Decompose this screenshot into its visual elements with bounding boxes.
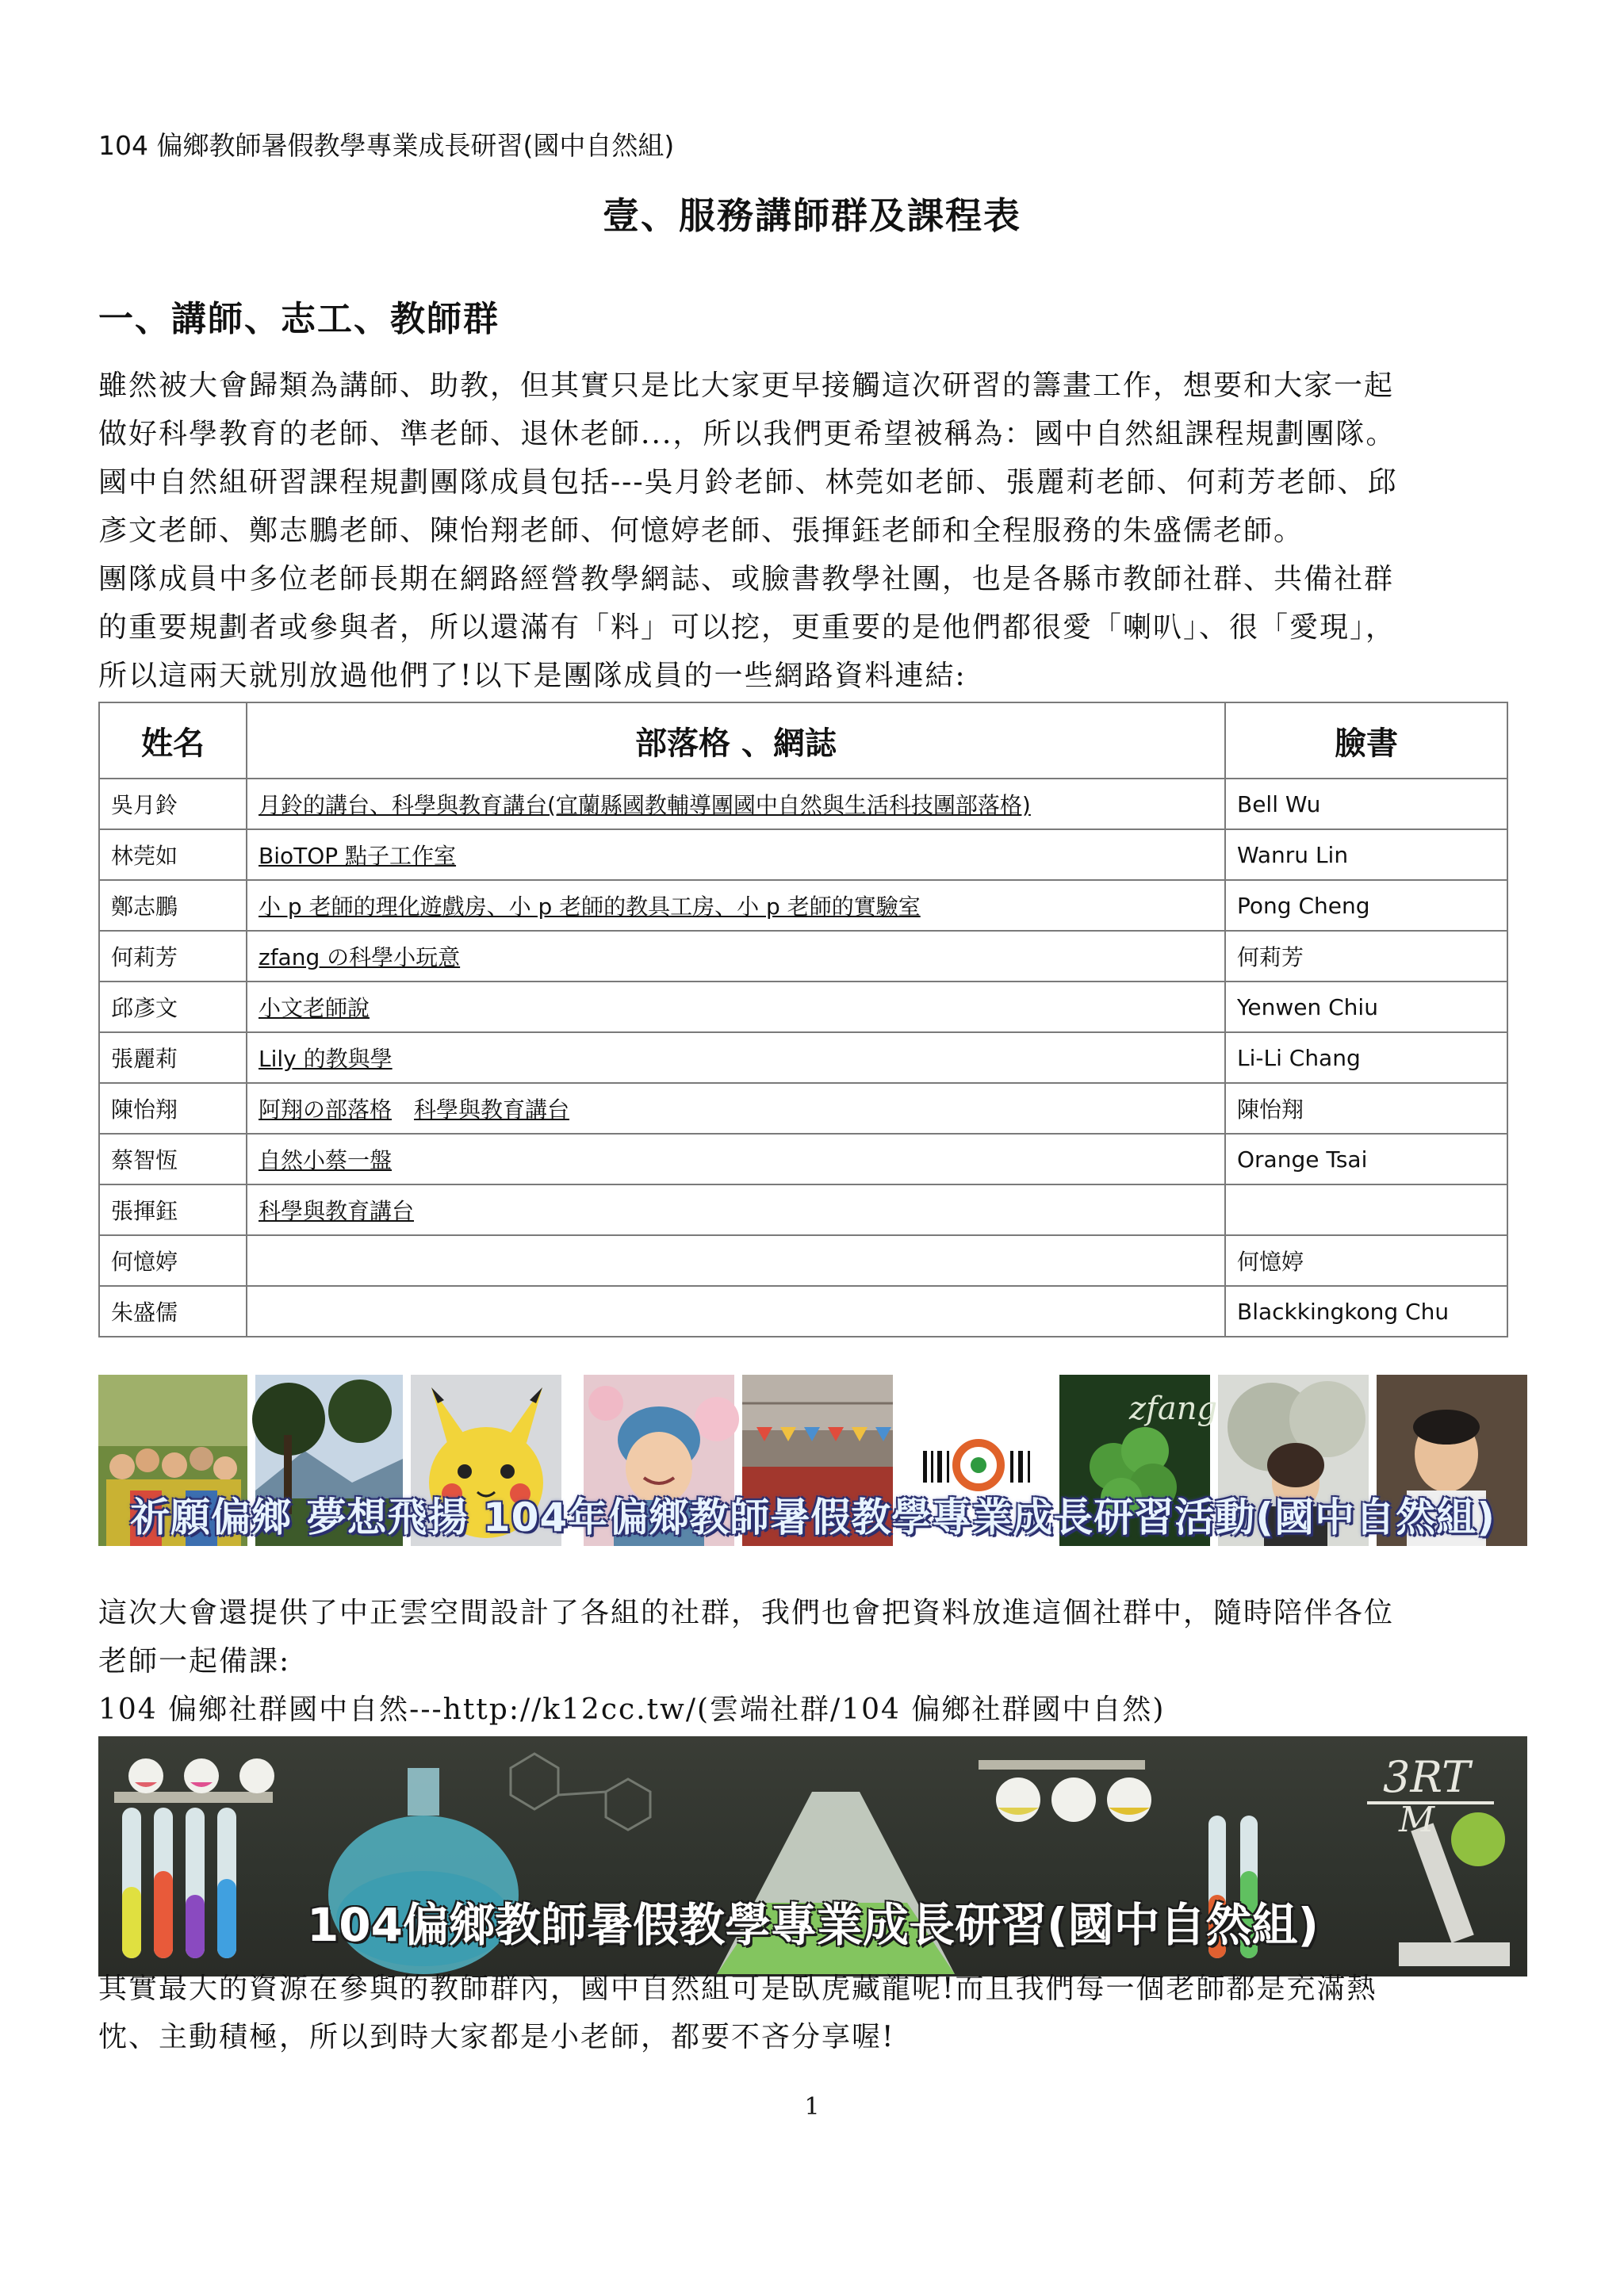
- intro-line: 做好科學教育的老師、準老師、退休老師...，所以我們更希望被稱為：國中自然組課程規劃團隊。: [98, 418, 1396, 450]
- table-row: [99, 1184, 1507, 1235]
- page-number: 1: [804, 2093, 820, 2121]
- blog-links-cell: [247, 880, 1225, 931]
- formula-subscript: M: [1399, 1800, 1435, 1840]
- formula-text: 3RT: [1383, 1752, 1471, 1802]
- table-row: [99, 1235, 1507, 1286]
- blog-links-cell: [247, 829, 1225, 880]
- lab-equipment-banner: [98, 1736, 1527, 1976]
- blog-links-cell: [247, 779, 1225, 829]
- blog-links-cell: [247, 1032, 1225, 1083]
- member-name-cell: 張揮鈺: [99, 1184, 247, 1235]
- blog-link[interactable]: Lily 的教與學: [259, 1046, 393, 1072]
- member-name-cell: 林莞如: [99, 829, 247, 880]
- table-row: [99, 779, 1507, 829]
- member-name-cell: 邱彥文: [99, 982, 247, 1032]
- member-name-cell: 張麗莉: [99, 1032, 247, 1083]
- facebook-cell: 何憶婷: [1225, 1235, 1507, 1286]
- blog-links-cell: [247, 1286, 1225, 1337]
- facebook-cell: [1225, 1184, 1507, 1235]
- intro-line: 的重要規劃者或參與者，所以還滿有「料」可以挖，更重要的是他們都很愛「喇叭」、很「愛現」，: [98, 611, 1396, 644]
- intro-line: 團隊成員中多位老師長期在網路經營教學網誌、或臉書教學社團，也是各縣市教師社群、共備社群: [98, 563, 1395, 595]
- photo-banner-caption: 祈願偏鄉 夢想飛揚 104年偏鄉教師暑假教學專業成長研習活動(國中自然組): [130, 1494, 1496, 1540]
- intro-line: 雖然被大會歸類為講師、助教，但其實只是比大家更早接觸這次研習的籌畫工作，想要和大家一起: [98, 369, 1395, 402]
- blog-link[interactable]: 小文老師說: [259, 995, 370, 1021]
- table-row: [99, 1032, 1507, 1083]
- member-name-cell: 朱盛儒: [99, 1286, 247, 1337]
- facebook-cell: Bell Wu: [1225, 779, 1507, 829]
- column-header-facebook: 臉書: [1225, 702, 1507, 779]
- table-body: [99, 779, 1507, 1337]
- closing-line: 忱、主動積極，所以到時大家都是小老師，都要不吝分享喔!: [98, 2021, 895, 2053]
- intro-line: 彥文老師、鄭志鵬老師、陳怡翔老師、何憶婷老師、張揮鈺老師和全程服務的朱盛儒老師。: [98, 515, 1304, 547]
- blog-link[interactable]: 月鈴的講台、科學與教育講台(宜蘭縣國教輔導團國中自然與生活科技團部落格): [259, 792, 1031, 818]
- table-row: [99, 880, 1507, 931]
- member-name-cell: 蔡智恆: [99, 1134, 247, 1184]
- member-name-cell: 鄭志鵬: [99, 880, 247, 931]
- closing-line: 其實最大的資源在參與的教師群內，國中自然組可是臥虎藏龍呢!而且我們每一個老師都是充滿熱: [98, 1973, 1377, 2005]
- table-row: [99, 829, 1507, 880]
- community-link-line: 104 偏鄉社群國中自然---http://k12cc.tw/(雲端社群/104 偏鄉社群國中自然): [98, 1693, 1166, 1726]
- community-line: 老師一起備課:: [98, 1645, 291, 1678]
- facebook-cell: 陳怡翔: [1225, 1083, 1507, 1134]
- team-links-table: [98, 702, 1508, 1337]
- blog-link[interactable]: 自然小蔡一盤: [259, 1147, 393, 1173]
- table-header-row: [99, 702, 1507, 779]
- blog-links-cell: [247, 1235, 1225, 1286]
- intro-line: 國中自然組研習課程規劃團隊成員包括---吳月鈴老師、林莞如老師、張麗莉老師、何莉芳老師、邱: [98, 466, 1398, 499]
- facebook-cell: Yenwen Chiu: [1225, 982, 1507, 1032]
- blog-link[interactable]: 小 p 老師的理化遊戲房、小 p 老師的教具工房、小 p 老師的實驗室: [259, 894, 921, 920]
- team-photo-banner: [98, 1372, 1527, 1548]
- member-name-cell: 何憶婷: [99, 1235, 247, 1286]
- table-row: [99, 1134, 1507, 1184]
- lab-banner-caption: 104偏鄉教師暑假教學專業成長研習(國中自然組): [306, 1898, 1320, 1952]
- running-header: 104 偏鄉教師暑假教學專業成長研習(國中自然組): [98, 130, 675, 161]
- blog-links-cell: [247, 1083, 1225, 1134]
- blog-link[interactable]: BioTOP 點子工作室: [259, 843, 457, 869]
- blog-link[interactable]: 阿翔の部落格: [259, 1096, 393, 1123]
- blog-link[interactable]: 科學與教育講台: [259, 1198, 415, 1224]
- community-line: 這次大會還提供了中正雲空間設計了各組的社群，我們也會把資料放進這個社群中，隨時陪伴各位: [98, 1597, 1395, 1629]
- table-row: [99, 1286, 1507, 1337]
- table-row: [99, 931, 1507, 982]
- intro-line: 所以這兩天就別放過他們了!以下是團隊成員的一些網路資料連結:: [98, 660, 967, 692]
- page-title: 壹、服務講師群及課程表: [603, 194, 1021, 237]
- closing-paragraph: [98, 1965, 1534, 2061]
- blog-link[interactable]: zfang の科學小玩意: [259, 944, 461, 970]
- facebook-cell: Wanru Lin: [1225, 829, 1507, 880]
- facebook-cell: Orange Tsai: [1225, 1134, 1507, 1184]
- facebook-cell: 何莉芳: [1225, 931, 1507, 982]
- facebook-cell: Li-Li Chang: [1225, 1032, 1507, 1083]
- community-paragraph: [98, 1589, 1534, 1734]
- member-name-cell: 吳月鈴: [99, 779, 247, 829]
- table-row: [99, 1083, 1507, 1134]
- blog-links-cell: [247, 982, 1225, 1032]
- blog-links-cell: [247, 931, 1225, 982]
- facebook-cell: Pong Cheng: [1225, 880, 1507, 931]
- blog-link[interactable]: 科學與教育講台: [414, 1096, 570, 1123]
- blog-links-cell: [247, 1184, 1225, 1235]
- table-row: [99, 982, 1507, 1032]
- column-header-name: 姓名: [99, 702, 247, 779]
- column-header-blog: 部落格 、網誌: [247, 702, 1225, 779]
- facebook-cell: Blackkingkong Chu: [1225, 1286, 1507, 1337]
- member-name-cell: 陳怡翔: [99, 1083, 247, 1134]
- member-name-cell: 何莉芳: [99, 931, 247, 982]
- intro-paragraph: [98, 362, 1534, 700]
- blog-links-cell: [247, 1134, 1225, 1184]
- section-heading: 一、講師、志工、教師群: [98, 299, 500, 339]
- zfang-logo-text: zfang: [1129, 1391, 1218, 1427]
